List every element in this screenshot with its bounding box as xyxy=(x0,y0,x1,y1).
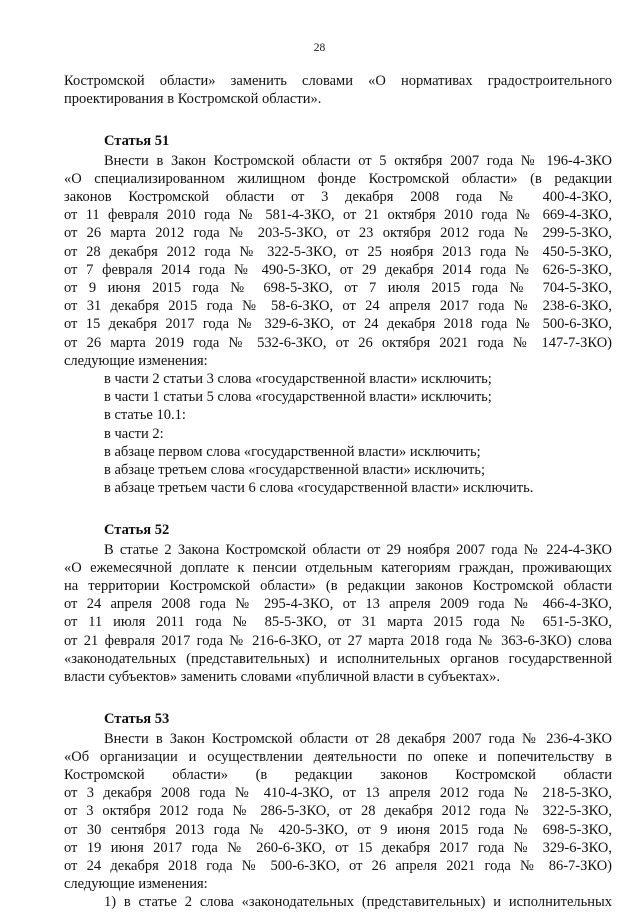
text-line: проектирования в Костромской области». xyxy=(64,91,322,108)
text-line: «О специализированном жилищном фонде Костромской области» (в редакции xyxy=(64,170,612,187)
intro-paragraph xyxy=(64,72,612,108)
text-line: от 26 марта 2012 года № 203-5-ЗКО, от 23 октября 2012 года № 299-5-ЗКО, xyxy=(64,225,612,242)
text-line: «законодательных (представительных) и исполнительных органов государственной xyxy=(64,650,612,667)
amendment-item: в абзаце первом слова «государственной власти» исключить; xyxy=(104,443,481,460)
text-line: В статье 2 Закона Костромской области от 29 ноября 2007 года № 224-4-ЗКО xyxy=(104,541,612,558)
text-line: от 7 февраля 2014 года № 490-5-ЗКО, от 29 декабря 2014 года № 626-5-ЗКО, xyxy=(64,261,612,278)
text-line: «О ежемесячной доплате к пенсии отдельным категориям граждан, проживающих xyxy=(64,559,612,576)
article-51 xyxy=(64,132,612,497)
text-line: Внести в Закон Костромской области от 5 октября 2007 года № 196-4-ЗКО xyxy=(104,152,612,169)
text-line: от 21 февраля 2017 года № 216-6-ЗКО, от 27 марта 2018 года № 363-6-ЗКО) слова xyxy=(64,632,612,649)
text-line: законов Костромской области от 3 декабря 2008 года № 400-4-ЗКО, xyxy=(64,189,612,206)
text-line: «Об организации и осуществлении деятельности по опеке и попечительству в xyxy=(64,748,612,765)
text-line: от 11 февраля 2010 года № 581-4-ЗКО, от 21 октября 2010 года № 669-4-ЗКО, xyxy=(64,207,612,224)
document-body xyxy=(64,72,612,912)
article-53 xyxy=(64,710,612,911)
text-line: от 24 апреля 2008 года № 295-4-ЗКО, от 13 апреля 2009 года № 466-4-ЗКО, xyxy=(64,596,612,613)
text-line: от 30 сентября 2013 года № 420-5-ЗКО, от 9 июня 2015 года № 698-5-ЗКО, xyxy=(64,821,612,838)
text-line: от 26 марта 2019 года № 532-6-ЗКО, от 26 октября 2021 года № 147-7-ЗКО) xyxy=(64,334,612,351)
text-line: власти субъектов» заменить словами «публичной власти в субъектах». xyxy=(64,669,501,686)
amendment-item: 1) в статье 2 слова «законодательных (представительных) и исполнительных xyxy=(104,894,612,911)
text-line: следующие изменения: xyxy=(64,352,208,369)
text-line: от 3 декабря 2008 года № 410-4-ЗКО, от 13 апреля 2012 года № 218-5-ЗКО, xyxy=(64,785,612,802)
amendment-item: в статье 10.1: xyxy=(104,407,186,424)
text-line: Внести в Закон Костромской области от 28 декабря 2007 года № 236-4-ЗКО xyxy=(104,730,612,747)
article-52 xyxy=(64,521,612,686)
article-heading: Статья 53 xyxy=(104,711,170,728)
article-heading: Статья 51 xyxy=(104,133,170,150)
text-line: Костромской области» заменить словами «О нормативах градостроительного xyxy=(64,73,612,89)
text-line: от 15 декабря 2017 года № 329-6-ЗКО, от 24 декабря 2018 года № 500-6-ЗКО, xyxy=(64,316,612,333)
text-line: от 19 июня 2017 года № 260-6-ЗКО, от 15 декабря 2017 года № 329-6-ЗКО, xyxy=(64,839,612,856)
text-line: Костромской области» (в редакции законов Костромской области xyxy=(64,766,612,783)
amendment-item: в части 2 статьи 3 слова «государственной власти» исключить; xyxy=(104,371,492,388)
text-line: от 31 декабря 2015 года № 58-6-ЗКО, от 24 апреля 2017 года № 238-6-ЗКО, xyxy=(64,298,612,315)
amendment-item: в части 1 статьи 5 слова «государственной власти» исключить; xyxy=(104,389,492,406)
text-line: следующие изменения: xyxy=(64,876,208,893)
text-line: от 28 декабря 2012 года № 322-5-ЗКО, от 25 ноября 2013 года № 450-5-ЗКО, xyxy=(64,243,612,260)
page-number: 28 xyxy=(313,42,326,54)
text-line: от 9 июня 2015 года № 698-5-ЗКО, от 7 июля 2015 года № 704-5-ЗКО, xyxy=(64,280,612,297)
amendment-item: в абзаце третьем слова «государственной власти» исключить; xyxy=(104,462,486,479)
text-line: от 3 октября 2012 года № 286-5-ЗКО, от 28 декабря 2012 года № 322-5-ЗКО, xyxy=(64,803,612,820)
text-line: от 11 июля 2011 года № 85-5-ЗКО, от 31 марта 2015 года № 651-5-ЗКО, xyxy=(64,614,612,631)
text-line: от 24 декабря 2018 года № 500-6-ЗКО, от 26 апреля 2021 года № 86-7-ЗКО) xyxy=(64,857,612,874)
amendment-item: в части 2: xyxy=(104,425,164,442)
text-line: на территории Костромской области» (в редакции законов Костромской области xyxy=(64,578,612,595)
amendment-item: в абзаце третьем части 6 слова «государственной власти» исключить. xyxy=(104,480,534,497)
article-heading: Статья 52 xyxy=(104,522,170,539)
